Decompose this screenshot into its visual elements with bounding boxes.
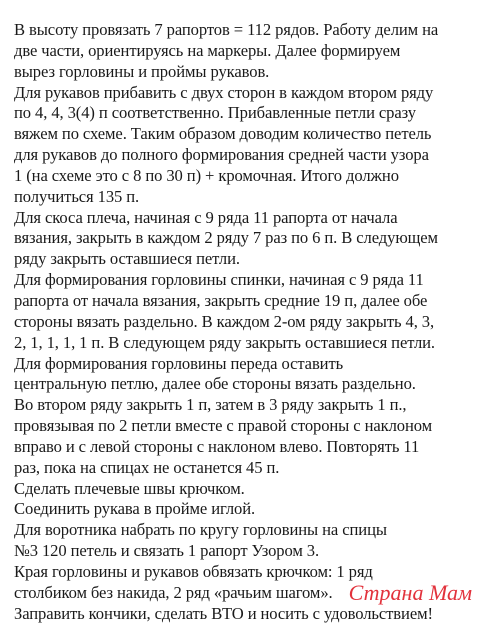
text-line: две части, ориентируясь на маркеры. Далее формируем (14, 40, 401, 60)
text-line: Соединить рукава в пройме иглой. (14, 499, 256, 519)
text-line: В высоту провязать 7 рапортов = 112 рядов. Работу делим на (14, 20, 439, 39)
text-line: 1 (на схеме это с 8 по 30 п) + кромочная. Итого должно (14, 165, 399, 185)
text-line: провязывая по 2 петли вместе с правой стороны с наклоном (14, 416, 433, 436)
text-line: получиться 135 п. (14, 186, 140, 206)
text-line: Для рукавов прибавить с двух сторон в каждом втором ряду (14, 82, 434, 102)
text-line: стороны вязать раздельно. В каждом 2-ом ряду закрыть 4, 3, (14, 311, 435, 331)
text-line: вправо и с левой стороны с наклоном влево. Повторять 11 (14, 436, 420, 456)
text-line: Во втором ряду закрыть 1 п, затем в 3 ряду закрыть 1 п., (14, 395, 407, 415)
text-line: Для скоса плеча, начиная с 9 ряда 11 рапорта от начала (14, 207, 398, 227)
watermark-text: Страна Мам (348, 580, 472, 605)
watermark-logo (338, 554, 472, 606)
document-text (14, 20, 470, 624)
text-line: раз, пока на спицах не останется 45 п. (14, 457, 280, 477)
text-line: 2, 1, 1, 1, 1 п. В следующем ряду закрыть оставшиеся петли. (14, 332, 435, 352)
text-line: вяжем по схеме. Таким образом доводим количество петель (14, 124, 432, 144)
text-line: Заправить кончики, сделать ВТО и носить с удовольствием! (14, 603, 433, 623)
text-line: центральную петлю, далее обе стороны вязать раздельно. (14, 374, 416, 394)
text-line: Для формирования горловины спинки, начиная с 9 ряда 11 (14, 270, 424, 290)
text-line: Для воротника набрать по кругу горловины на спицы (14, 520, 387, 540)
text-line: Края горловины и рукавов обвязать крючком: 1 ряд (14, 561, 373, 581)
text-line: Сделать плечевые швы крючком. (14, 478, 245, 498)
text-line: по 4, 4, 3(4) п соответственно. Прибавленные петли сразу (14, 103, 416, 123)
text-line: Для формирования горловины переда оставить (14, 353, 344, 373)
text-line: вязания, закрыть в каждом 2 ряду 7 раз по 6 п. В следующем (14, 228, 438, 248)
text-line: для рукавов до полного формирования средней части узора (14, 145, 429, 165)
text-line: столбиком без накида, 2 ряд «рачьим шагом». (14, 582, 333, 602)
text-line: №3 120 петель и связать 1 рапорт Узором 3. (14, 541, 320, 561)
text-line: рапорта от начала вязания, закрыть средние 19 п, далее обе (14, 290, 428, 310)
text-line: вырез горловины и проймы рукавов. (14, 61, 270, 81)
text-line: ряду закрыть оставшиеся петли. (14, 249, 240, 269)
